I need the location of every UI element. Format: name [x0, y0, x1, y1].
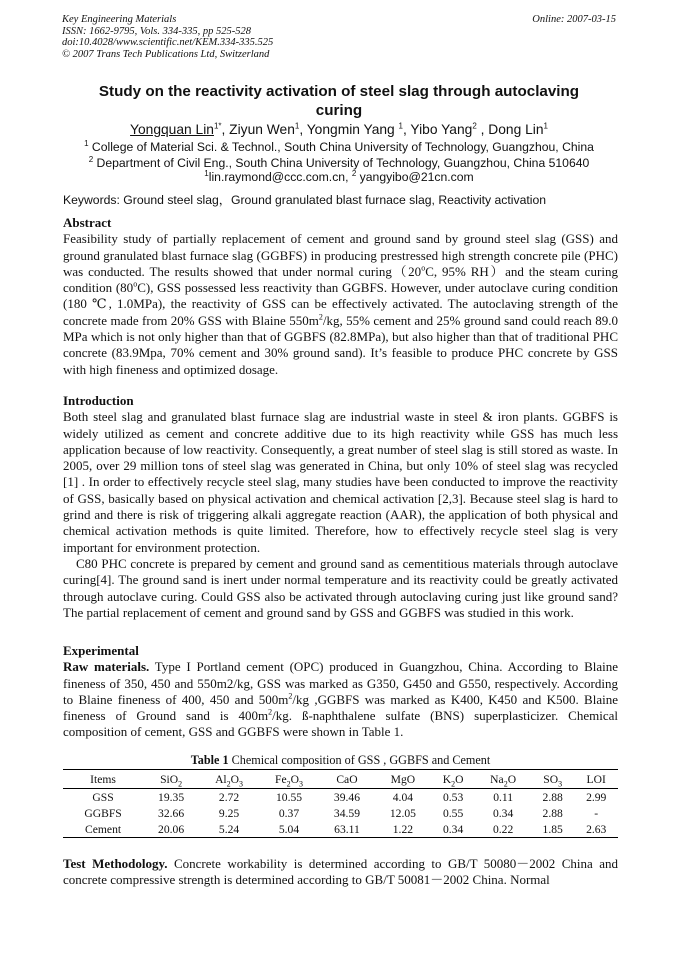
header-mgo: MgO	[375, 770, 431, 789]
degree-mark: o	[421, 263, 426, 273]
table-cell: 5.24	[199, 821, 259, 838]
keywords: Keywords: Ground steel slag，Ground granulated blast furnace slag, Reactivity activation	[63, 193, 547, 207]
affiliation-2-text: Department of Civil Eng., South China University of Technology, Guangzhou, China 510640	[93, 156, 590, 170]
author-3-mark: 1	[398, 121, 403, 131]
issn-line: ISSN: 1662-9795, Vols. 334-335, pp 525-528	[62, 25, 251, 37]
table-cell: -	[594, 806, 599, 820]
email-line	[40, 170, 638, 185]
table-cell: 0.53	[442, 790, 464, 804]
table-1-label: Table 1	[190, 753, 229, 767]
author-4-mark: 2	[472, 121, 477, 131]
table-cell: 0.34	[492, 806, 514, 820]
raw-materials-paragraph	[63, 659, 618, 740]
degree-mark: o	[133, 279, 138, 289]
abstract-heading: Abstract	[63, 215, 112, 230]
header-al2o3: $Al_2O_3$	[199, 770, 259, 789]
header-na2o: $Na_2O$	[475, 770, 531, 789]
table-cell: 20.06	[143, 821, 199, 838]
affiliation-1-mark: 1	[84, 138, 89, 148]
affiliation-2-mark: 2	[88, 154, 94, 164]
table-cell: 0.11	[493, 790, 514, 804]
affiliation-1-text: College of Material Sci. & Technol., South China University of Technology, Guangzhou, China	[88, 140, 594, 154]
header-fe2o3: $Fe_2O_3$	[259, 770, 319, 789]
table-1-caption-text: Chemical composition of GSS , GGBFS and Cement	[228, 753, 491, 767]
email-2-mark: 2	[351, 168, 357, 178]
experimental-heading: Experimental	[63, 643, 139, 658]
table-cell: 0.55	[442, 806, 464, 820]
table-cell: 0.22	[475, 821, 531, 838]
author-2: , Ziyun Wen	[221, 122, 295, 137]
journal-name: Key Engineering Materials	[62, 14, 177, 25]
squared-mark: 2	[268, 707, 273, 717]
author-2-mark: 1	[294, 121, 300, 131]
introduction-paragraph-2: C80 PHC concrete is prepared by cement and ground sand as cementitious materials through autoclave curing[4]. The ground sand is inert under normal temperature and its reactivity could be greatly activated through autoclave curing. Could GSS also be activated through autoclaving curing just like ground sand? The partial replacement of cement and ground sand by GSS and GGBFS was studied in this work.	[63, 555, 618, 620]
table-1-caption	[63, 753, 618, 768]
squared-mark: 2	[318, 312, 323, 322]
table-cell: 0.34	[431, 821, 475, 838]
author-list	[40, 121, 638, 138]
abstract-text-4: /kg, 55% cement and 25% ground sand could reach 89.0 MPa which is not only higher than that of GGBFS (82.8MPa), but also higher than that of traditional PHC concrete (83.9Mpa, 70% cement and 30% ground sand). It’s feasible to produce PHC concrete by GSS with high fineness and optimized dosage.	[63, 312, 618, 377]
table-cell: Cement	[63, 821, 143, 838]
raw-materials-label: Raw materials.	[63, 659, 150, 675]
abstract-text-3: C), GSS possessed less reactivity than GGBFS. However, under autoclave curing condition (180 ℃, 1.0MPa), the reactivity of GSS can be effectively activated. The autoclaving strength of the concrete made from 20% GSS with Blaine 550m	[63, 280, 618, 328]
author-4: , Yibo Yang	[403, 122, 473, 137]
introduction-paragraph-1: Both steel slag and granulated blast furnace slag are industrial waste in steel & iron plants. GGBFS is widely utilized as cement and concrete additive due to its high reactivity while GSS has much less application because of low reactivity. Consequently, a great number of steel slag is still stored as waste. In 2005, over 29 million tons of steel slag was generated in China, but only 10% of steel slag was recycled [1] . In order to effectively recycle steel slag, many studies have been conducted to improve the reactivity of GSS, basically based on physical activation and chemical activation [2,3]. Because steel slag is hard to grind and there is risk of triggering alkali aggregate reaction (AAR), the application of both physical and chemical activation methods is quite limited. Therefore, how to effectively recycle steel slag is very important for environment protection.	[63, 409, 618, 555]
email-1-mark: 1	[204, 168, 209, 178]
copyright-line: © 2007 Trans Tech Publications Ltd, Switzerland	[62, 48, 270, 60]
paper-title	[40, 82, 638, 120]
table-cell: 39.46	[333, 790, 361, 804]
table-cell: GGBFS	[84, 806, 122, 820]
email-1[interactable]: lin.raymond@ccc.com.cn,	[208, 170, 352, 184]
experimental-section	[63, 643, 618, 741]
table-cell: 4.04	[392, 790, 414, 804]
table-cell: 2.88	[542, 806, 563, 820]
table-cell: 5.04	[259, 821, 319, 838]
header-items: Items	[63, 770, 143, 789]
table-cell: GSS	[92, 790, 114, 804]
table-cell: 10.55	[275, 790, 303, 804]
table-cell: 9.25	[218, 806, 240, 820]
table-cell: 2.63	[574, 821, 618, 838]
abstract-section	[63, 215, 618, 378]
squared-mark: 2	[288, 691, 293, 701]
table-cell: 12.05	[389, 806, 416, 820]
test-methodology-label: Test Methodology.	[63, 856, 168, 871]
raw-materials-text-1: Type I Portland cement (OPC) produced in Guangzhou, China. According to Blaine fineness of 350, 450 and 550m2/kg, GSS was marked as G350, G450 and G550, respectively. According to Blaine fineness of 400, 450 and 500m	[63, 659, 619, 707]
table-cell: 2.88	[542, 790, 563, 804]
affiliation-1	[40, 140, 638, 155]
introduction-heading: Introduction	[63, 393, 134, 408]
online-date: Online: 2007-03-15	[532, 14, 616, 25]
raw-materials-text-3: /kg. ß-naphthalene sulfate (BNS) superplasticizer. Chemical composition of cement, GSS and GGBFS were shown in Table 1.	[63, 708, 618, 740]
author-5-mark: 1	[543, 121, 548, 131]
table-cell: 0.37	[278, 806, 300, 820]
header-loi: LOI	[574, 770, 618, 789]
table-1	[63, 769, 618, 838]
header-k2o: $K_2O$	[431, 770, 475, 789]
affiliation-2	[40, 156, 638, 171]
table-cell: 2.99	[586, 790, 607, 804]
table-header-row	[63, 770, 618, 789]
abstract-text-2: C, 95% RH）and the steam curing condition (80	[63, 263, 619, 296]
title-line-1: Study on the reactivity activation of steel slag through autoclaving	[98, 83, 580, 100]
table-cell: 1.85	[531, 821, 575, 838]
table-row	[63, 805, 618, 821]
test-methodology-paragraph	[63, 856, 618, 889]
table-cell: 19.35	[158, 790, 185, 804]
introduction-section	[63, 393, 618, 621]
header-sio2: SiO$_2$	[143, 770, 199, 789]
table-cell: 32.66	[158, 806, 185, 820]
author-3: , Yongmin Yang	[299, 122, 399, 137]
table-cell: 63.11	[319, 821, 375, 838]
doi-line: doi:10.4028/www.scientific.net/KEM.334-335.525	[62, 37, 274, 49]
table-row	[63, 821, 618, 838]
table-cell: 1.22	[375, 821, 431, 838]
table-row	[63, 789, 618, 806]
journal-header	[62, 14, 616, 60]
author-5: , Dong Lin	[476, 122, 544, 137]
header-cao: CaO	[319, 770, 375, 789]
author-1: Yongquan Lin	[130, 122, 214, 137]
header-so3: $SO_3$	[531, 770, 575, 789]
author-1-mark: 1*	[213, 121, 222, 131]
abstract-text-1: Feasibility study of partially replacement of cement and ground sand by ground steel slag (GSS) and ground granulated blast furnace slag (GGBFS) in producing prestressed high strength concrete pile (PHC) was conducted. The results showed that under normal curing（20	[63, 231, 618, 279]
test-methodology-text: Concrete workability is determined according to GB/T 50080－2002 China and concrete compressive strength is determined according to GB/T 50081－2002 China. Normal	[63, 856, 618, 888]
raw-materials-text-2: /kg ,GGBFS was marked as K400, K450 and K500. Blaine fineness of Ground sand is 400m	[63, 691, 618, 724]
table-cell: 2.72	[218, 790, 240, 804]
email-2[interactable]: yangyibo@21cn.com	[356, 170, 474, 184]
table-cell: 34.59	[333, 806, 361, 820]
title-line-2: curing	[315, 102, 363, 119]
abstract-text	[63, 231, 618, 378]
